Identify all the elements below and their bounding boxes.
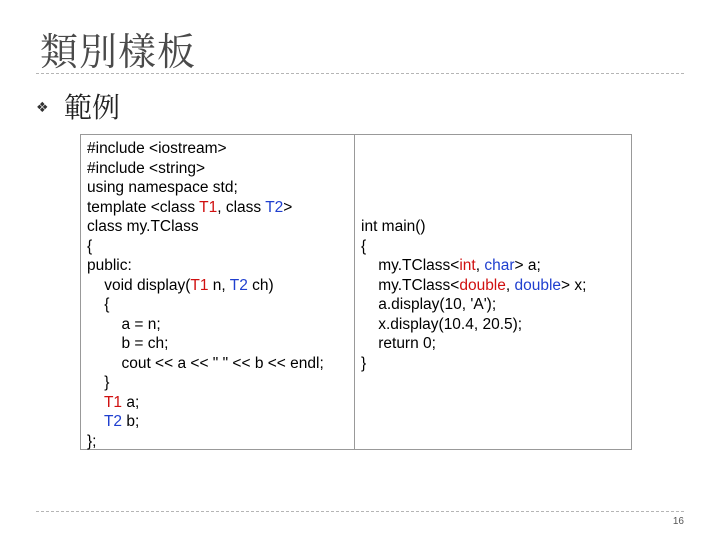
code-token: > xyxy=(283,198,293,216)
page-number: 16 xyxy=(672,516,684,527)
code-token: a.display(10, 'A'); xyxy=(361,296,497,313)
code-token: cout << a << " " << b << endl; xyxy=(87,354,324,372)
type-argument-token: T2 xyxy=(229,276,248,294)
slide-title: 類別樣板 xyxy=(40,30,197,74)
class-definition-code-cell xyxy=(81,135,355,449)
code-token: > x; xyxy=(561,276,587,294)
code-token: ch) xyxy=(247,276,274,294)
type-argument-token: char xyxy=(484,257,515,274)
code-token: a = n; xyxy=(87,315,161,333)
code-line xyxy=(355,237,631,257)
code-line xyxy=(81,393,354,413)
code-token xyxy=(87,413,104,430)
type-argument-token: T2 xyxy=(265,198,284,216)
code-table xyxy=(80,134,632,450)
code-token: { xyxy=(361,237,367,255)
code-token: class my.TClass xyxy=(87,218,199,235)
code-line xyxy=(355,217,631,237)
code-line xyxy=(81,198,354,218)
code-token: void display( xyxy=(87,276,191,294)
code-token: n, xyxy=(208,276,230,294)
code-token: b = ch; xyxy=(87,335,169,352)
code-line xyxy=(81,295,354,315)
code-token: , xyxy=(475,257,485,274)
code-token xyxy=(87,394,104,411)
code-line xyxy=(355,276,631,296)
code-line xyxy=(81,334,354,354)
code-token: template <class xyxy=(87,198,200,216)
code-line xyxy=(81,178,354,198)
type-parameter-token: T1 xyxy=(190,276,209,294)
code-token: b; xyxy=(122,413,140,430)
code-token: , class xyxy=(217,198,266,216)
code-token: #include <string> xyxy=(87,159,206,177)
type-parameter-token: double xyxy=(459,276,506,294)
type-parameter-token: int xyxy=(459,257,476,274)
code-token: { xyxy=(87,296,110,313)
footer-divider xyxy=(36,511,684,512)
type-parameter-token: T1 xyxy=(103,393,123,411)
code-token: using namespace std; xyxy=(87,179,238,196)
code-line xyxy=(355,334,631,354)
code-line xyxy=(81,256,354,276)
code-token: } xyxy=(361,354,367,372)
code-line xyxy=(355,256,631,276)
code-token: } xyxy=(87,374,110,391)
code-line xyxy=(81,217,354,237)
code-line xyxy=(81,315,354,335)
diamond-bullet-icon: ❖ xyxy=(36,100,49,116)
bullet-label: 範例 xyxy=(64,91,121,124)
type-argument-token: double xyxy=(514,276,562,294)
code-token: }; xyxy=(87,432,97,450)
main-function-code-cell xyxy=(355,135,631,449)
code-line xyxy=(81,373,354,393)
code-line xyxy=(81,276,354,296)
code-token: my.TClass< xyxy=(361,257,460,274)
code-line xyxy=(81,432,354,452)
code-line xyxy=(81,159,354,179)
code-token: #include <iostream> xyxy=(87,140,227,157)
code-token: int main() xyxy=(361,218,426,235)
code-token: { xyxy=(87,237,93,255)
code-line xyxy=(355,295,631,315)
code-line xyxy=(81,412,354,432)
code-line xyxy=(355,354,631,374)
code-token: return 0; xyxy=(361,335,436,352)
code-line xyxy=(81,354,354,374)
code-line xyxy=(81,237,354,257)
title-divider xyxy=(36,73,684,74)
code-token: , xyxy=(505,276,515,294)
code-line xyxy=(355,315,631,335)
code-token: x.display(10.4, 20.5); xyxy=(361,315,523,333)
type-parameter-token: T1 xyxy=(199,198,218,216)
code-token: public: xyxy=(87,257,132,274)
code-token: > a; xyxy=(514,257,541,274)
code-token: my.TClass< xyxy=(361,276,460,294)
code-token: a; xyxy=(122,393,140,411)
type-argument-token: T2 xyxy=(103,413,123,430)
code-line xyxy=(81,139,354,159)
